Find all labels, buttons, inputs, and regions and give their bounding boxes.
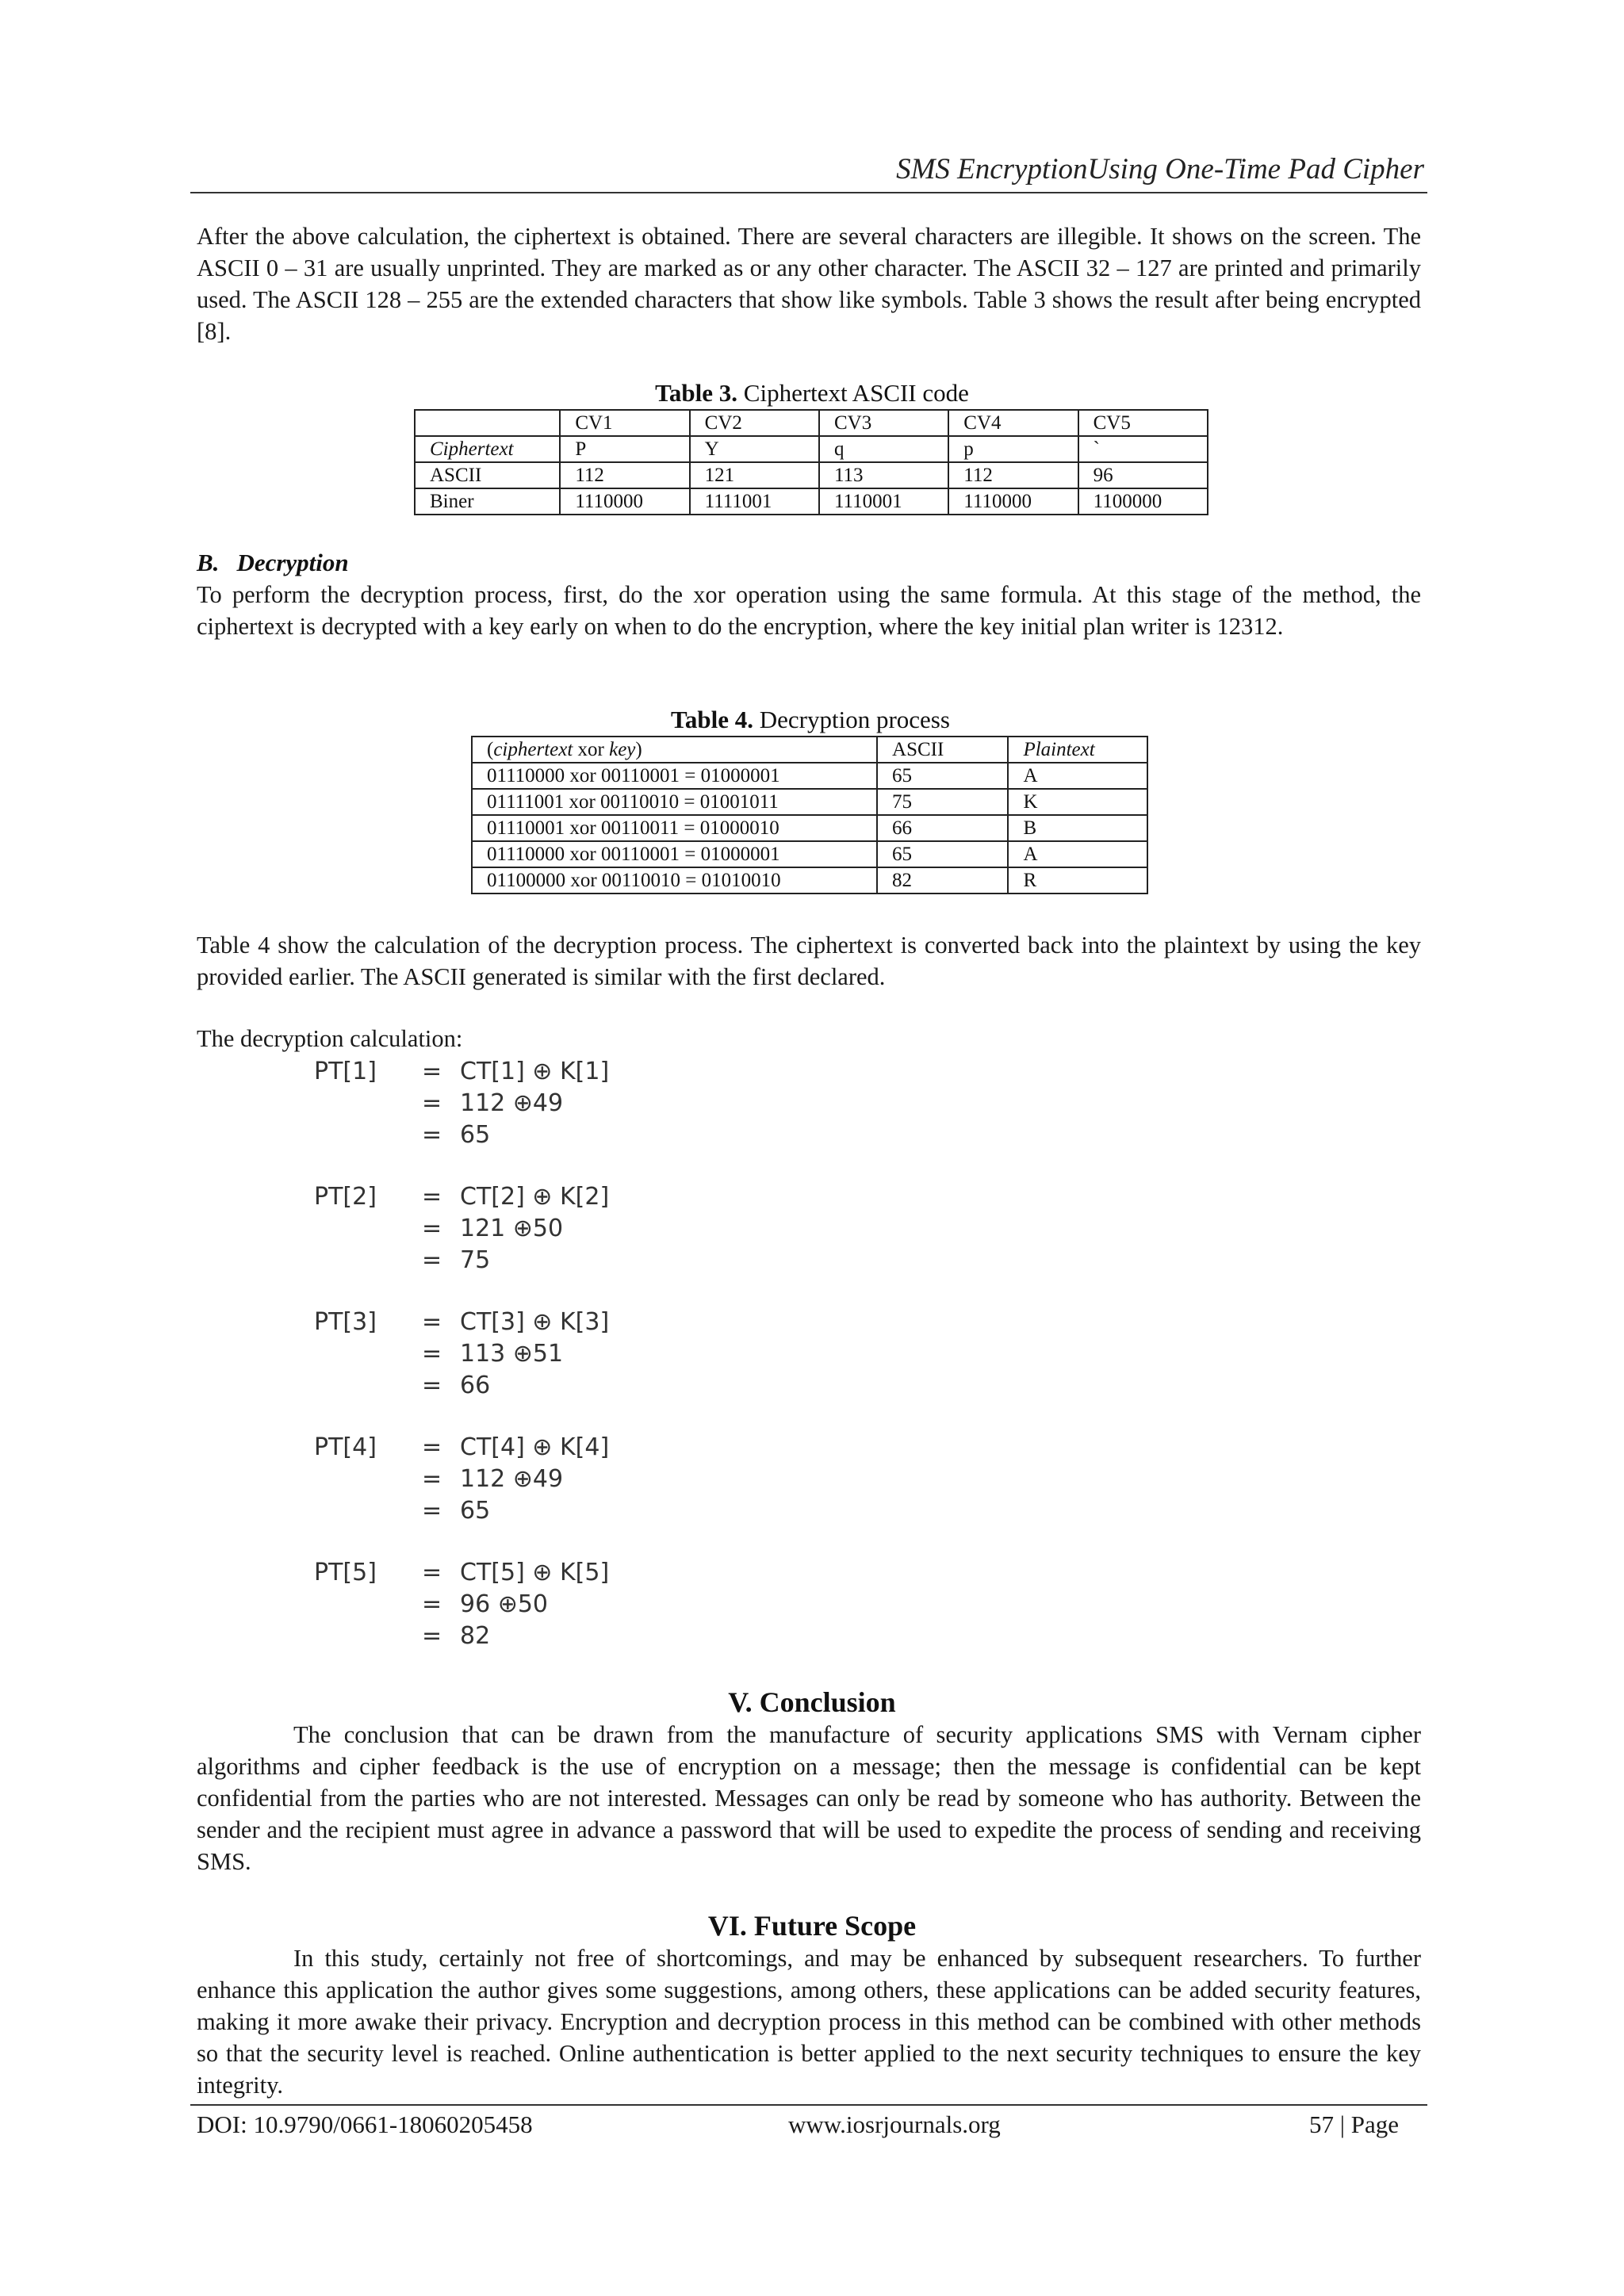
- calc-line-3: 65: [460, 1121, 491, 1149]
- calc-eq: =: [422, 1433, 442, 1461]
- table4-header-cell: ASCII: [877, 737, 1008, 763]
- calc-eq: =: [422, 1465, 442, 1493]
- table3-header-row: [415, 410, 1208, 436]
- table4: [471, 736, 1148, 894]
- calc-lhs: PT[3]: [314, 1308, 377, 1336]
- calc-line-3: 75: [460, 1246, 491, 1274]
- footer-page-number: 57 | Page: [1309, 2110, 1399, 2138]
- calc-eq: =: [422, 1215, 442, 1242]
- calc-eq: =: [422, 1622, 442, 1650]
- table4-caption: [473, 706, 1148, 734]
- table4-cell: A: [1008, 841, 1147, 867]
- calc-eq: =: [422, 1590, 442, 1618]
- table4-cell: A: [1008, 763, 1147, 789]
- table3-cell: 112: [948, 462, 1078, 488]
- calc-eq: =: [422, 1559, 442, 1586]
- paren-open: (: [487, 739, 494, 760]
- future-scope-paragraph: In this study, certainly not free of shortcomings, and may be enhanced by subsequent researchers. To further enhance this application the author gives some suggestions, among others, these applications can be added security features, making it more awake their privacy. Encryption and decryption process in this method can be combined with other methods so that the security level is reached. Online authentication is better applied to the next security techniques to ensure the key integrity.: [197, 1945, 1421, 2099]
- table3-cell: 1100000: [1078, 488, 1208, 515]
- table4-cell: 66: [877, 815, 1008, 841]
- table3-header-cell: CV5: [1078, 410, 1208, 436]
- table4-cell: 01110001 xor 00110011 = 01000010: [472, 815, 877, 841]
- calc-eq: =: [422, 1058, 442, 1085]
- intro-paragraph: After the above calculation, the ciphertext is obtained. There are several characters are illegible. It shows on the screen. The ASCII 0 – 31 are usually unprinted. They are marked as or any other character. The ASCII 32 – 127 are printed and primarily used. The ASCII 128 – 255 are the extended characters that show like symbols. Table 3 shows the result after being encrypted [8].: [197, 223, 1421, 345]
- table3-cell: p: [948, 436, 1078, 462]
- table4-cell: B: [1008, 815, 1147, 841]
- table3-header-cell: CV2: [690, 410, 819, 436]
- calc-lhs: PT[5]: [314, 1559, 377, 1586]
- table3-header-cell: CV1: [560, 410, 689, 436]
- header-ciphertext: ciphertext: [493, 739, 573, 760]
- subsection-heading: [197, 549, 349, 577]
- table4-cell: 75: [877, 789, 1008, 815]
- table3-header-cell: CV4: [948, 410, 1078, 436]
- table4-cell: 65: [877, 763, 1008, 789]
- calc-line-1: CT[1] ⊕ K[1]: [460, 1058, 610, 1085]
- calc-eq: =: [422, 1497, 442, 1525]
- footer-website: www.iosrjournals.org: [788, 2110, 1001, 2138]
- conclusion-heading: V. Conclusion: [728, 1686, 896, 1718]
- table3-cell: Y: [690, 436, 819, 462]
- calc-line-1: CT[5] ⊕ K[5]: [460, 1559, 610, 1586]
- table4-cell: R: [1008, 867, 1147, 894]
- table3-row: [415, 462, 1208, 488]
- table4-cell: 82: [877, 867, 1008, 894]
- subsection-number: B.: [197, 549, 220, 576]
- table3-cell: `: [1078, 436, 1208, 462]
- table4-caption-text: Decryption process: [759, 706, 950, 733]
- header-xor: xor: [573, 739, 610, 760]
- table3-cell: q: [819, 436, 948, 462]
- table3-cell: 1110000: [948, 488, 1078, 515]
- future-scope-heading: VI. Future Scope: [707, 1910, 917, 1942]
- calc-line-2: 96 ⊕50: [460, 1590, 549, 1618]
- footer-rule: [190, 2104, 1427, 2106]
- table4-header-cell: [472, 737, 877, 763]
- calc-line-1: CT[4] ⊕ K[4]: [460, 1433, 610, 1461]
- decryption-paragraph: To perform the decryption process, first, do the xor operation using the same formula. At this stage of the method, the ciphertext is decrypted with a key early on when to do the encryption, where the key initial plan writer is 12312.: [197, 581, 1421, 640]
- calc-line-3: 82: [460, 1622, 491, 1650]
- table3-cell: 113: [819, 462, 948, 488]
- table4-cell: 65: [877, 841, 1008, 867]
- calc-line-1: CT[3] ⊕ K[3]: [460, 1308, 610, 1336]
- calc-lhs: PT[1]: [314, 1058, 377, 1085]
- table3-header-cell: CV3: [819, 410, 948, 436]
- calc-eq: =: [422, 1183, 442, 1211]
- footer-doi: DOI: 10.9790/0661-18060205458: [197, 2110, 533, 2138]
- table3-cell: ASCII: [415, 462, 560, 488]
- calc-line-3: 66: [460, 1372, 491, 1399]
- header-rule: [190, 192, 1427, 193]
- calc-lhs: PT[4]: [314, 1433, 377, 1461]
- subsection-title: Decryption: [236, 549, 349, 576]
- calc-eq: =: [422, 1121, 442, 1149]
- running-header-title: SMS EncryptionUsing One-Time Pad Cipher: [896, 153, 1424, 186]
- table3: [414, 409, 1208, 515]
- table3-cell: Biner: [415, 488, 560, 515]
- table4-cell: 01110000 xor 00110001 = 01000001: [472, 841, 877, 867]
- table3-cell: 1110000: [560, 488, 689, 515]
- table4-paragraph: Table 4 show the calculation of the decryption process. The ciphertext is converted back into the plaintext by using the key provided earlier. The ASCII generated is similar with the first declared.: [197, 932, 1421, 990]
- table4-row: [472, 815, 1147, 841]
- table4-header-cell: Plaintext: [1008, 737, 1147, 763]
- calc-line-2: 121 ⊕50: [460, 1215, 564, 1242]
- calc-lhs: PT[2]: [314, 1183, 377, 1211]
- header-key: key: [609, 739, 636, 760]
- calc-line-2: 112 ⊕49: [460, 1089, 564, 1117]
- table4-cell: 01110000 xor 00110001 = 01000001: [472, 763, 877, 789]
- table4-row: [472, 763, 1147, 789]
- calc-line-2: 113 ⊕51: [460, 1340, 564, 1368]
- table3-caption: [416, 379, 1208, 408]
- table4-row: [472, 867, 1147, 894]
- table3-cell: 121: [690, 462, 819, 488]
- calc-eq: =: [422, 1246, 442, 1274]
- table3-cell: 96: [1078, 462, 1208, 488]
- calc-line-1: CT[2] ⊕ K[2]: [460, 1183, 610, 1211]
- table3-cell: 1110001: [819, 488, 948, 515]
- table3-row: [415, 488, 1208, 515]
- table3-row: [415, 436, 1208, 462]
- calc-eq: =: [422, 1340, 442, 1368]
- table4-cell: K: [1008, 789, 1147, 815]
- table4-header-row: [472, 737, 1147, 763]
- table3-caption-label: Table 3.: [655, 379, 738, 407]
- calc-line-2: 112 ⊕49: [460, 1465, 564, 1493]
- paren-close: ): [635, 739, 642, 760]
- table3-caption-text: Ciphertext ASCII code: [743, 379, 969, 407]
- table3-header-cell: [415, 410, 560, 436]
- calc-eq: =: [422, 1372, 442, 1399]
- table3-cell: 1111001: [690, 488, 819, 515]
- conclusion-paragraph: The conclusion that can be drawn from the manufacture of security applications SMS with Vernam cipher algorithms and cipher feedback is the use of encryption on a message; then the message is confidential can be kept confidential from the parties who are not interested. Messages can only be read by someone who has authority. Between the sender and the recipient must agree in advance a password that will be used to expedite the process of sending and receiving SMS.: [197, 1721, 1421, 1875]
- calc-eq: =: [422, 1308, 442, 1336]
- table3-cell: 112: [560, 462, 689, 488]
- table3-cell: P: [560, 436, 689, 462]
- table4-cell: 01111001 xor 00110010 = 01001011: [472, 789, 877, 815]
- calc-intro: The decryption calculation:: [197, 1025, 463, 1052]
- table4-caption-label: Table 4.: [671, 706, 753, 733]
- table4-cell: 01100000 xor 00110010 = 01010010: [472, 867, 877, 894]
- table4-row: [472, 841, 1147, 867]
- calc-line-3: 65: [460, 1497, 491, 1525]
- table4-row: [472, 789, 1147, 815]
- table3-cell: Ciphertext: [415, 436, 560, 462]
- calc-eq: =: [422, 1089, 442, 1117]
